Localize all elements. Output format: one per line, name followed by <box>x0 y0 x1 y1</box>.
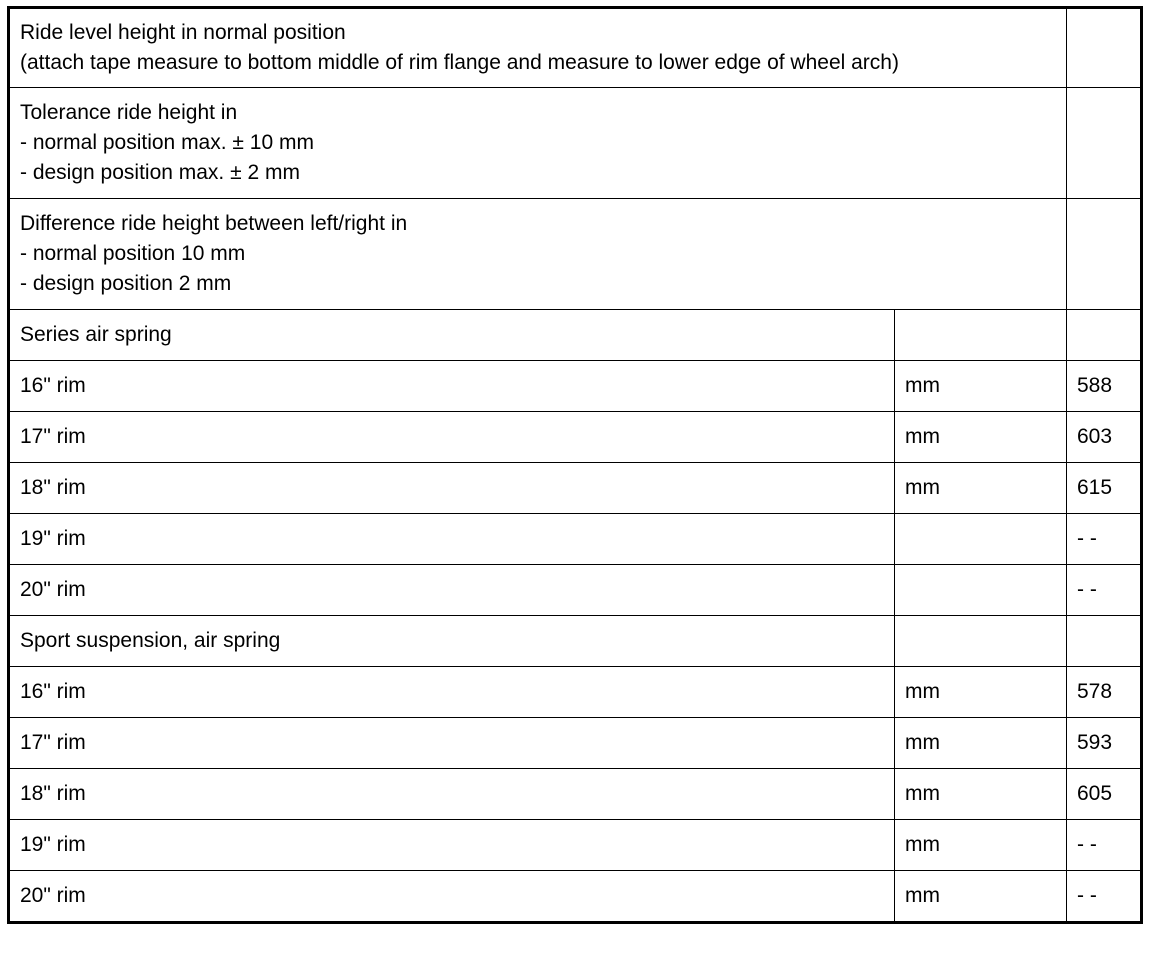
rim-label: 16" rim <box>9 361 895 412</box>
table-row <box>9 871 1142 923</box>
height-value: - - <box>1067 514 1142 565</box>
difference-row <box>9 199 1142 310</box>
unit: mm <box>895 361 1067 412</box>
section-header-row <box>9 310 1142 361</box>
tolerance-cell <box>9 88 1067 199</box>
tolerance-value-cell <box>1067 88 1142 199</box>
section-title: Sport suspension, air spring <box>9 616 895 667</box>
table-row <box>9 769 1142 820</box>
table-row <box>9 412 1142 463</box>
rim-label: 20" rim <box>9 565 895 616</box>
unit <box>895 565 1067 616</box>
rim-label: 20" rim <box>9 871 895 923</box>
unit: mm <box>895 820 1067 871</box>
unit <box>895 514 1067 565</box>
difference-normal: - normal position 10 mm <box>20 242 246 265</box>
ride-height-spec-table <box>7 6 1143 924</box>
rim-label: 17" rim <box>9 412 895 463</box>
unit: mm <box>895 769 1067 820</box>
unit: mm <box>895 463 1067 514</box>
tolerance-row <box>9 88 1142 199</box>
section-value-blank <box>1067 310 1142 361</box>
tolerance-design: - design position max. ± 2 mm <box>20 161 300 184</box>
height-value: 578 <box>1067 667 1142 718</box>
table-row <box>9 463 1142 514</box>
section-unit-blank <box>895 616 1067 667</box>
ride-level-title: Ride level height in normal position <box>20 21 346 44</box>
section-value-blank <box>1067 616 1142 667</box>
unit: mm <box>895 871 1067 923</box>
height-value: 588 <box>1067 361 1142 412</box>
rim-label: 17" rim <box>9 718 895 769</box>
unit: mm <box>895 718 1067 769</box>
height-value: - - <box>1067 565 1142 616</box>
unit: mm <box>895 667 1067 718</box>
rim-label: 16" rim <box>9 667 895 718</box>
rim-label: 18" rim <box>9 769 895 820</box>
difference-design: - design position 2 mm <box>20 272 232 295</box>
table-row <box>9 361 1142 412</box>
height-value: - - <box>1067 820 1142 871</box>
height-value: 603 <box>1067 412 1142 463</box>
table-row <box>9 820 1142 871</box>
height-value: - - <box>1067 871 1142 923</box>
height-value: 615 <box>1067 463 1142 514</box>
table-row <box>9 565 1142 616</box>
ride-level-row <box>9 8 1142 88</box>
difference-title: Difference ride height between left/right in <box>20 212 408 235</box>
section-unit-blank <box>895 310 1067 361</box>
rim-label: 19" rim <box>9 514 895 565</box>
tolerance-normal: - normal position max. ± 10 mm <box>20 131 314 154</box>
ride-level-note: (attach tape measure to bottom middle of rim flange and measure to lower edge of wheel arch) <box>20 51 899 74</box>
section-header-row <box>9 616 1142 667</box>
table-row <box>9 667 1142 718</box>
ride-level-cell <box>9 8 1067 88</box>
table-row <box>9 514 1142 565</box>
ride-level-value-cell <box>1067 8 1142 88</box>
unit: mm <box>895 412 1067 463</box>
table-row <box>9 718 1142 769</box>
rim-label: 19" rim <box>9 820 895 871</box>
difference-cell <box>9 199 1067 310</box>
height-value: 593 <box>1067 718 1142 769</box>
difference-value-cell <box>1067 199 1142 310</box>
tolerance-title: Tolerance ride height in <box>20 101 238 124</box>
height-value: 605 <box>1067 769 1142 820</box>
rim-label: 18" rim <box>9 463 895 514</box>
section-title: Series air spring <box>9 310 895 361</box>
